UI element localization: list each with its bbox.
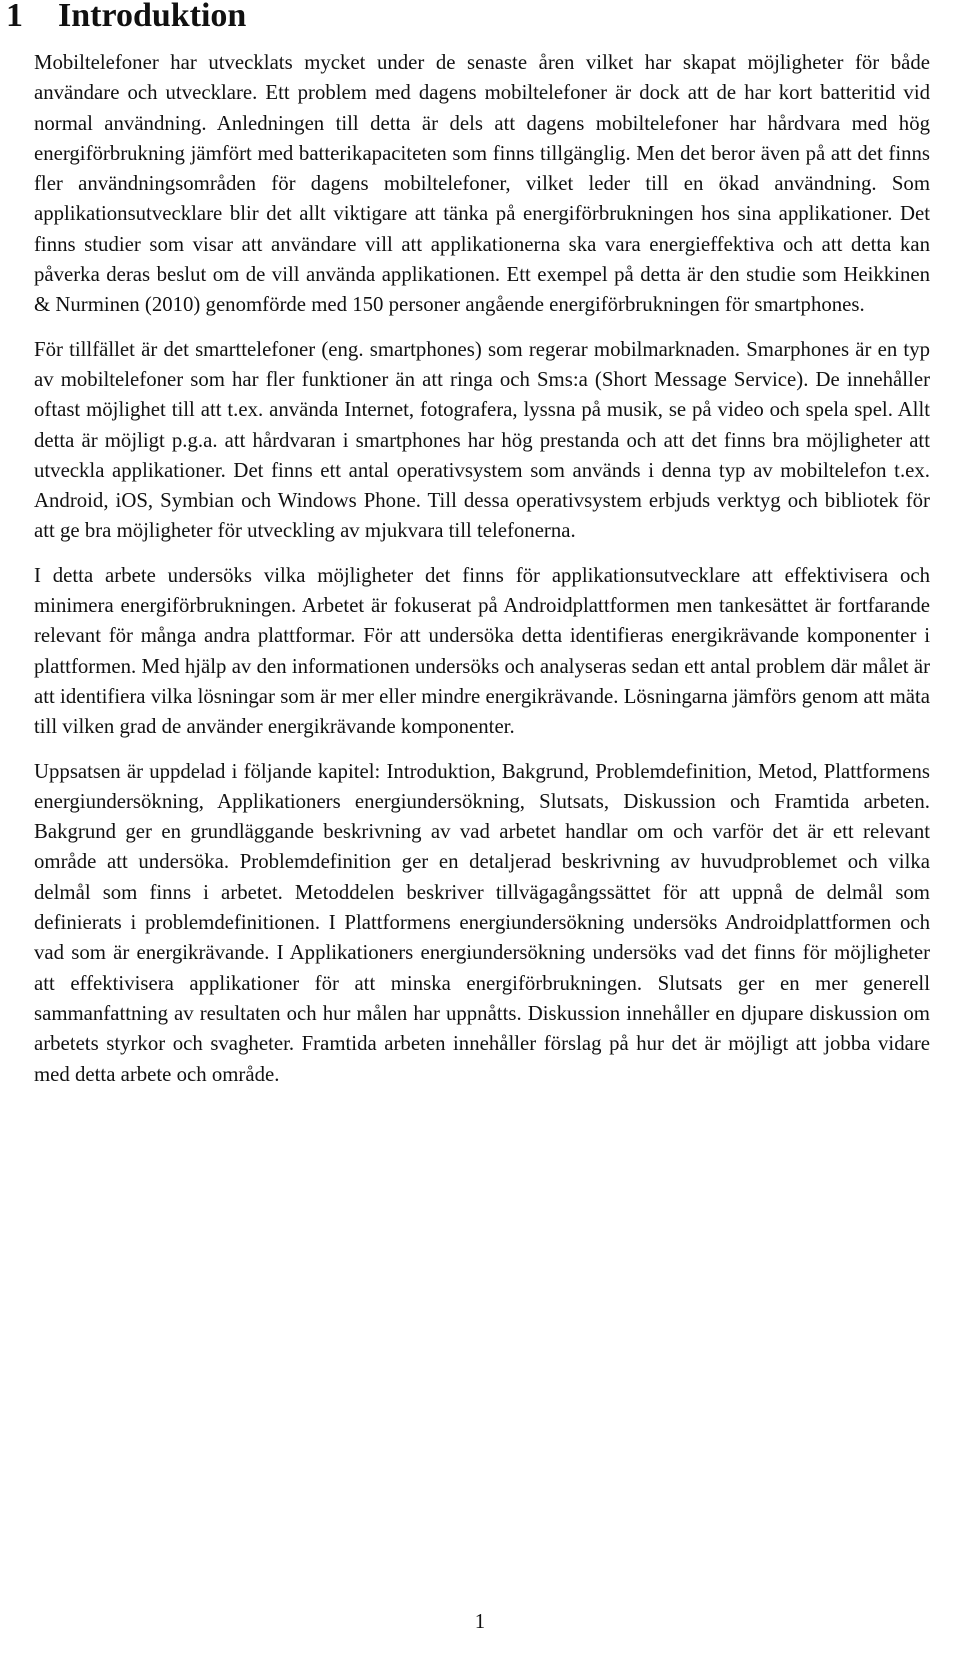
page-number: 1 [474, 1610, 486, 1633]
paragraph-smartphones: För tillfället är det smarttelefoner (eng. smartphones) som regerar mobilmarknaden. Smarphones är en typ av mobiltelefoner som har fler funktioner än att ringa och Sms:a (Short Message Service). De innehåller oftast möjlighet till att t.ex. använda Internet, fotografera, lyssna på musik, se på video och spela spel. Allt detta är möjligt p.g.a. att hårdvaran i smartphones har hög prestanda och att det finns bra möjligheter att utveckla applikationer. Det finns ett antal operativsystem som används i denna typ av mobiltelefon t.ex. Android, iOS, Symbian och Windows Phone. Till dessa operativsystem erbjuds verktyg och bibliotek för att ge bra möjligheter för utveckling av mjukvara till telefonerna. [34, 337, 930, 543]
section-title: Introduktion [58, 0, 247, 34]
section-heading [6, 0, 246, 36]
body-text [34, 48, 930, 1104]
section-number: 1 [6, 0, 23, 34]
paragraph-purpose: I detta arbete undersöks vilka möjligheter det finns för applikationsutvecklare att effektivisera och minimera energiförbrukningen. Arbetet är fokuserat på Androidplattformen men tankesättet är fortfarande relevant för många andra plattformar. För att undersöka detta identifieras energikrävande komponenter i plattformen. Med hjälp av den informationen undersöks och analyseras sedan ett antal problem där målet är att identifiera vilka lösningar som är mer eller mindre energikrävande. Lösningarna jämförs genom att mäta till vilken grad de använder energikrävande komponenter. [34, 563, 930, 739]
paragraph-intro: Mobiltelefoner har utvecklats mycket under de senaste åren vilket har skapat möjligheter för både användare och utvecklare. Ett problem med dagens mobiltelefoner är dock att de har kort batteritid vid normal användning. Anledningen till detta är dels att dagens mobiltelefoner har hårdvara med hög energiförbrukning jämfört med batterikapaciteten som finns tillgänglig. Men det beror även på att det finns fler användningsområden för dagens mobiltelefoner, vilket leder till en ökad användning. Som applikationsutvecklare blir det allt viktigare att tänka på energiförbrukningen hos sina applikationer. Det finns studier som visar att användare vill att applikationerna ska vara energieffektiva och att detta kan påverka deras beslut om de vill använda applikationen. Ett exempel på detta är den studie som Heikkinen & Nurminen (2010) genomförde med 150 personer angående energiförbrukningen för smartphones. [34, 51, 930, 317]
paragraph-outline: Uppsatsen är uppdelad i följande kapitel: Introduktion, Bakgrund, Problemdefinition, Metod, Plattformens energiundersökning, Applikationers energiundersökning, Slutsats, Diskussion och Framtida arbeten. Bakgrund ger en grundläggande beskrivning av vad arbetet handlar om och varför det är ett relevant område att undersöka. Problemdefinition ger en detaljerad beskrivning av huvudproblemet och vilka delmål som finns i arbetet. Metoddelen beskriver tillvägagångssättet för att uppnå de delmål som definierats i problemdefinitionen. I Plattformens energiundersökning undersöks Androidplattformen och vad som är energikrävande. I Applikationers energiundersökning undersöks vad det finns för möjligheter att effektivisera applikationer för att minska energiförbrukningen. Slutsats ger en mer generell sammanfattning av resultaten och hur målen har uppnåtts. Diskussion innehåller en djupare diskussion om arbetets styrkor och svagheter. Framtida arbeten innehåller förslag på hur det är möjligt att jobba vidare med detta arbete och område. [34, 759, 930, 1086]
